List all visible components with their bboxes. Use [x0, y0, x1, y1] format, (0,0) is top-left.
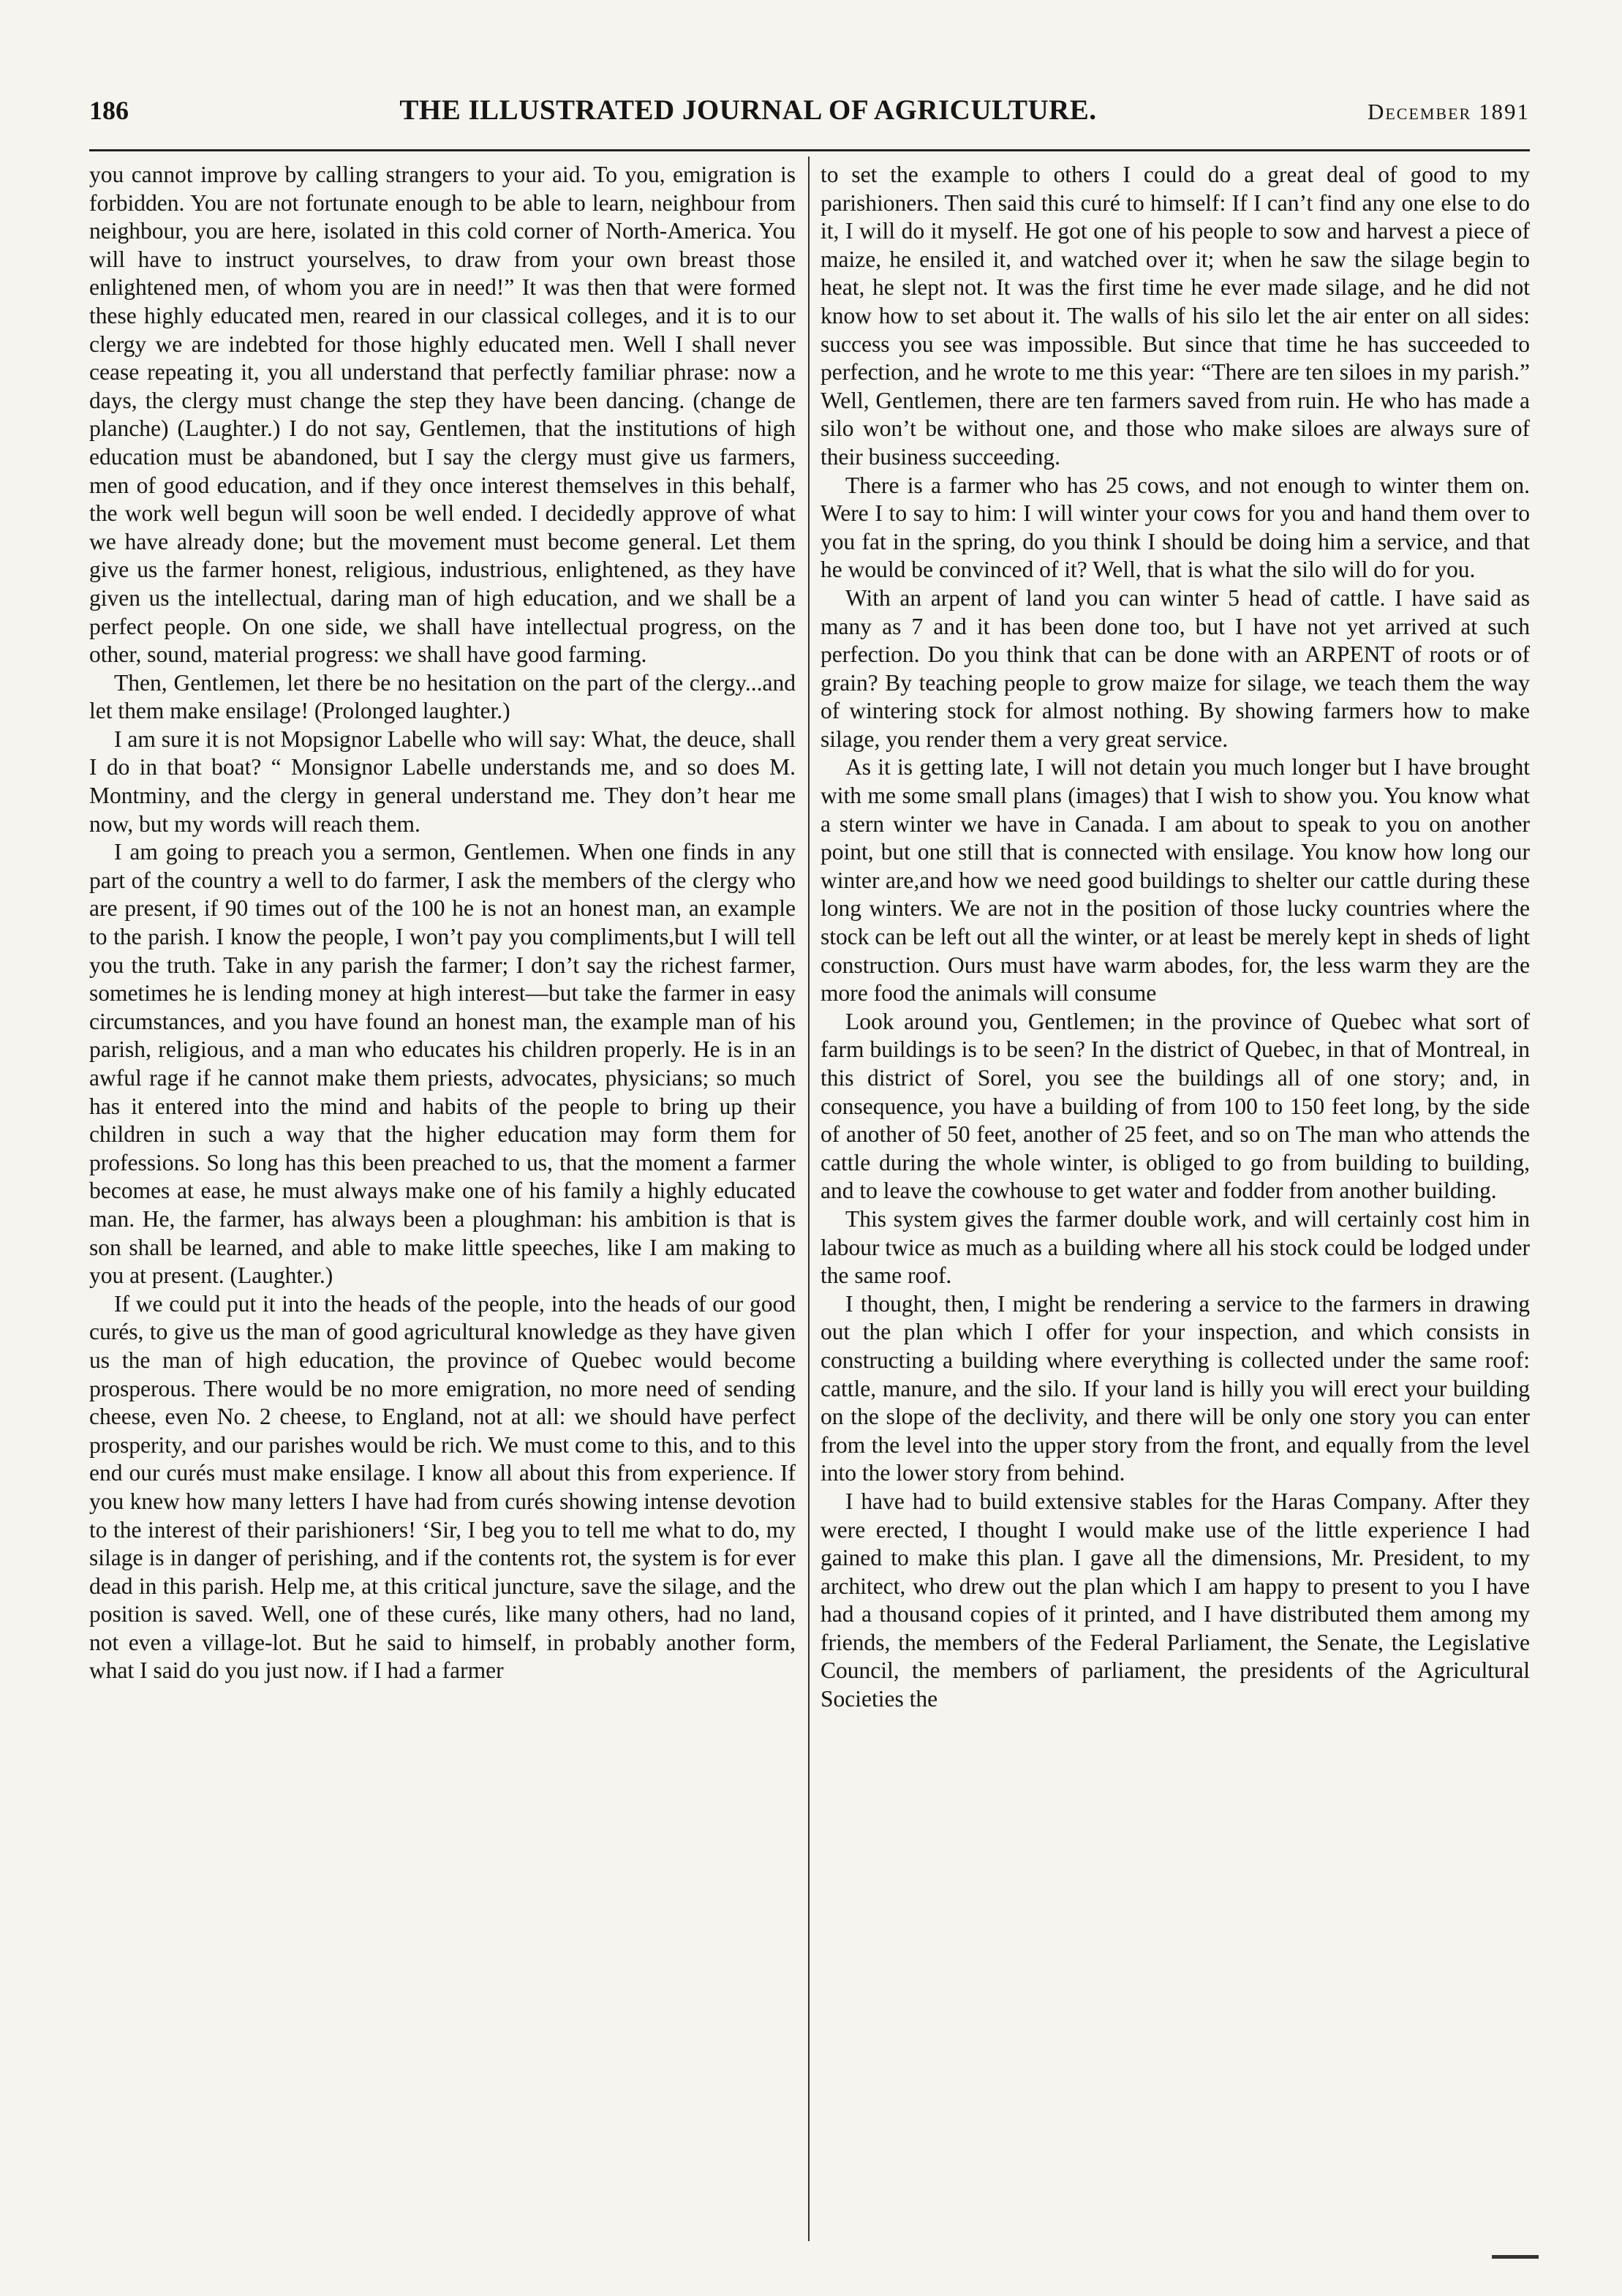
paragraph: If we could put it into the heads of the people, into the heads of our good curés, to give us the man of good agricultural knowledge as they have given us the man of high education, the province of Quebec would become prosperous. There would be no more emigration, no more need of sending cheese, even No. 2 cheese, to England, not at all: we should have perfect prosperity, and our parishes would be rich. We must come to this, and to this end our curés must make ensilage. I know all about this from experience. If you knew how many letters I have had from curés showing intense devotion to the interest of their parishioners! ‘Sir, I beg you to tell me what to do, my silage is in danger of perishing, and if the contents rot, the system is for ever dead in this parish. Help me, at this critical juncture, save the silage, and the position is saved. Well, one of these curés, like many others, had no land, not even a village-lot. But he said to himself, in probably another form, what I said do you just now. if I had a farmer: [89, 1290, 796, 1684]
left-column: [89, 161, 796, 2253]
paragraph: With an arpent of land you can winter 5 head of cattle. I have said as many as 7 and it has been done too, but I have not yet arrived at such perfection. Do you think that can be done with an ARPENT of roots or of grain? By teaching people to grow maize for silage, we teach them the way of wintering stock for almost nothing. By showing farmers how to make silage, you render them a very great service.: [821, 584, 1530, 752]
paragraph: I have had to build extensive stables for the Haras Company. After they were erected, I thought I would make use of the little experience I had gained to make this plan. I gave all the dimensions, Mr. President, to my architect, who drew out the plan which I am happy to present to you I have had a thousand copies of it printed, and I have distributed them among my friends, the members of the Federal Parliament, the Senate, the Legislative Council, the members of parliament, the presidents of the Agricultural Societies the: [821, 1488, 1530, 1712]
page-number: 186: [89, 96, 129, 125]
corner-rule-mark: [1492, 2255, 1539, 2259]
column-divider: [808, 157, 810, 2241]
paragraph: Look around you, Gentlemen; in the province of Quebec what sort of farm buildings is to be seen? In the district of Quebec, in that of Montreal, in this district of Sorel, you see the buildings all of one story; and, in consequence, you have a building of from 100 to 150 feet long, by the side of another of 50 feet, another of 25 feet, and so on The man who attends the cattle during the whole winter, is obliged to go from building to building, and to leave the cowhouse to get water and fodder from another building.: [821, 1008, 1530, 1204]
paragraph: I am sure it is not Mopsignor Labelle who will say: What, the deuce, shall I do in that boat? “ Monsignor Labelle understands me, and so does M. Montminy, and the clergy in general understand me. They don’t hear me now, but my words will reach them.: [89, 726, 796, 837]
paragraph: I am going to preach you a sermon, Gentlemen. When one finds in any part of the country a well to do farmer, I ask the members of the clergy who are present, if 90 times out of the 100 he is not an honest man, an example to the parish. I know the people, I won’t pay you compliments,but I will tell you the truth. Take in any parish the farmer; I don’t say the richest farmer, sometimes he is lending money at high interest—but take the farmer in easy circumstances, and you have found an honest man, the example man of his parish, religious, and a man who educates his children properly. He is in an awful rage if he cannot make them priests, advocates, physicians; so much has it entered into the mind and habits of the people to bring up their children in such a way that the higher education may form them for professions. So long has this been preached to us, that the moment a farmer becomes at ease, he must always make one of his family a highly educated man. He, the farmer, has always been a ploughman: his ambition is that is son shall be learned, and able to make little speeches, like I am making to you at present. (Laughter.): [89, 839, 796, 1289]
paragraph: This system gives the farmer double work, and will certainly cost him in labour twice as much as a building where all his stock could be lodged under the same roof.: [821, 1205, 1530, 1289]
paragraph: Then, Gentlemen, let there be no hesitation on the part of the clergy...and let them make ensilage! (Prolonged laughter.): [89, 669, 796, 724]
paragraph: As it is getting late, I will not detain you much longer but I have brought with me some small plans (images) that I wish to show you. You know what a stern winter we have in Canada. I am about to speak to you on another point, but one still that is connected with ensilage. You know how long our winter are,and how we need good buildings to shelter our cattle during these long winters. We are not in the position of those lucky countries where the stock can be left out all the winter, or at least be merely kept in sheds of light construction. Ours must have warm abodes, for, the less warm they are the more food the animals will consume: [821, 754, 1530, 1006]
issue-date: December 1891: [1367, 99, 1530, 124]
paragraph: you cannot improve by calling strangers to your aid. To you, emigration is forbidden. You are not fortunate enough to be able to learn, neighbour from neighbour, you are here, isolated in this cold corner of North-America. You will have to instruct yourselves, to draw from your own breast those enlightened men, of whom you are in need!” It was then that were formed these highly educated men, reared in our classical colleges, and it is to our clergy we are indebted for those highly educated men. Well I shall never cease repeating it, you all understand that perfectly familiar phrase: now a days, the clergy must change the step they have been dancing. (change de planche) (Laughter.) I do not say, Gentlemen, that the institutions of high education must be abandoned, but I say the clergy must give us farmers, men of good education, and if they once interest themselves in this behalf, the work well begun will soon be well ended. I decidedly approve of what we have already done; but the movement must become general. Let them give us the farmer honest, religious, industrious, enlightened, as they have given us the intellectual, daring man of high education, and we shall be a perfect people. On one side, we shall have intellectual progress, on the other, sound, material progress: we shall have good farming.: [89, 162, 796, 668]
paragraph: There is a farmer who has 25 cows, and not enough to winter them on. Were I to say to him: I will winter your cows for you and hand them over to you fat in the spring, do you think I should be doing him a service, and that he would be convinced of it? Well, that is what the silo will do for you.: [821, 472, 1530, 583]
paragraph: I thought, then, I might be rendering a service to the farmers in drawing out the plan which I offer for your inspection, and which consists in constructing a building where everything is collected under the same roof: cattle, manure, and the silo. If your land is hilly you will erect your building on the slope of the declivity, and there will be only one story you can enter from the level into the upper story from the front, and equally from the level into the lower story from behind.: [821, 1290, 1530, 1486]
journal-title: THE ILLUSTRATED JOURNAL OF AGRICULTURE.: [399, 94, 1097, 126]
header-rule: [89, 149, 1530, 151]
right-column: [821, 161, 1530, 2253]
page-header: [89, 94, 1530, 139]
paragraph: to set the example to others I could do a great deal of good to my parishioners. Then said this curé to himself: If I can’t find any one else to do it, I will do it myself. He got one of his people to sow and harvest a piece of maize, he ensiled it, and watched over it; when he saw the silage begin to heat, he slept not. It was the first time he ever made silage, and he did not know how to set about it. The walls of his silo let the air enter on all sides: success you see was impossible. But since that time he has succeeded to perfection, and he wrote to me this year: “There are ten siloes in my parish.” Well, Gentlemen, there are ten farmers saved from ruin. He who has made a silo won’t be without one, and those who make siloes are always sure of their business succeeding.: [821, 162, 1530, 470]
